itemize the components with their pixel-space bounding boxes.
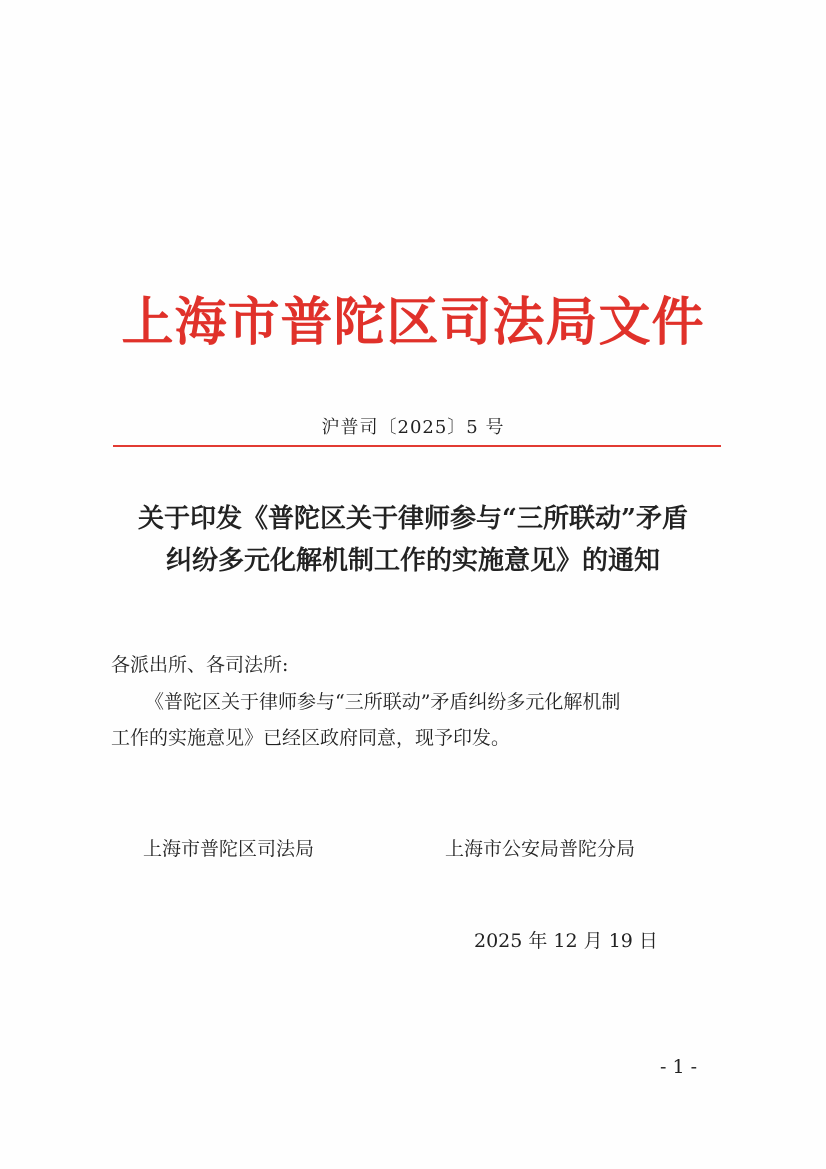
notice-title-line-1: 关于印发《普陀区关于律师参与“三所联动”矛盾 xyxy=(138,504,688,534)
signatory-police-branch: 上海市公安局普陀分局 xyxy=(445,838,636,860)
document-number: 沪普司〔2025〕5 号 xyxy=(321,417,505,438)
signatory-justice-bureau: 上海市普陀区司法局 xyxy=(143,838,315,860)
document-header-title: 上海市普陀区司法局文件 xyxy=(121,292,705,353)
body-text-line-2: 工作的实施意见》已经区政府同意，现予印发。 xyxy=(111,727,511,749)
issue-date: 2025 年 12 月 19 日 xyxy=(474,930,658,952)
red-divider-line xyxy=(113,445,721,447)
page-number: - 1 - xyxy=(660,1056,698,1078)
addressee: 各派出所、各司法所: xyxy=(111,654,289,676)
notice-title xyxy=(0,498,826,582)
body-text-line-1: 《普陀区关于律师参与“三所联动”矛盾纠纷多元化解机制 xyxy=(145,691,621,713)
notice-title-line-2: 纠纷多元化解机制工作的实施意见》的通知 xyxy=(165,546,660,576)
